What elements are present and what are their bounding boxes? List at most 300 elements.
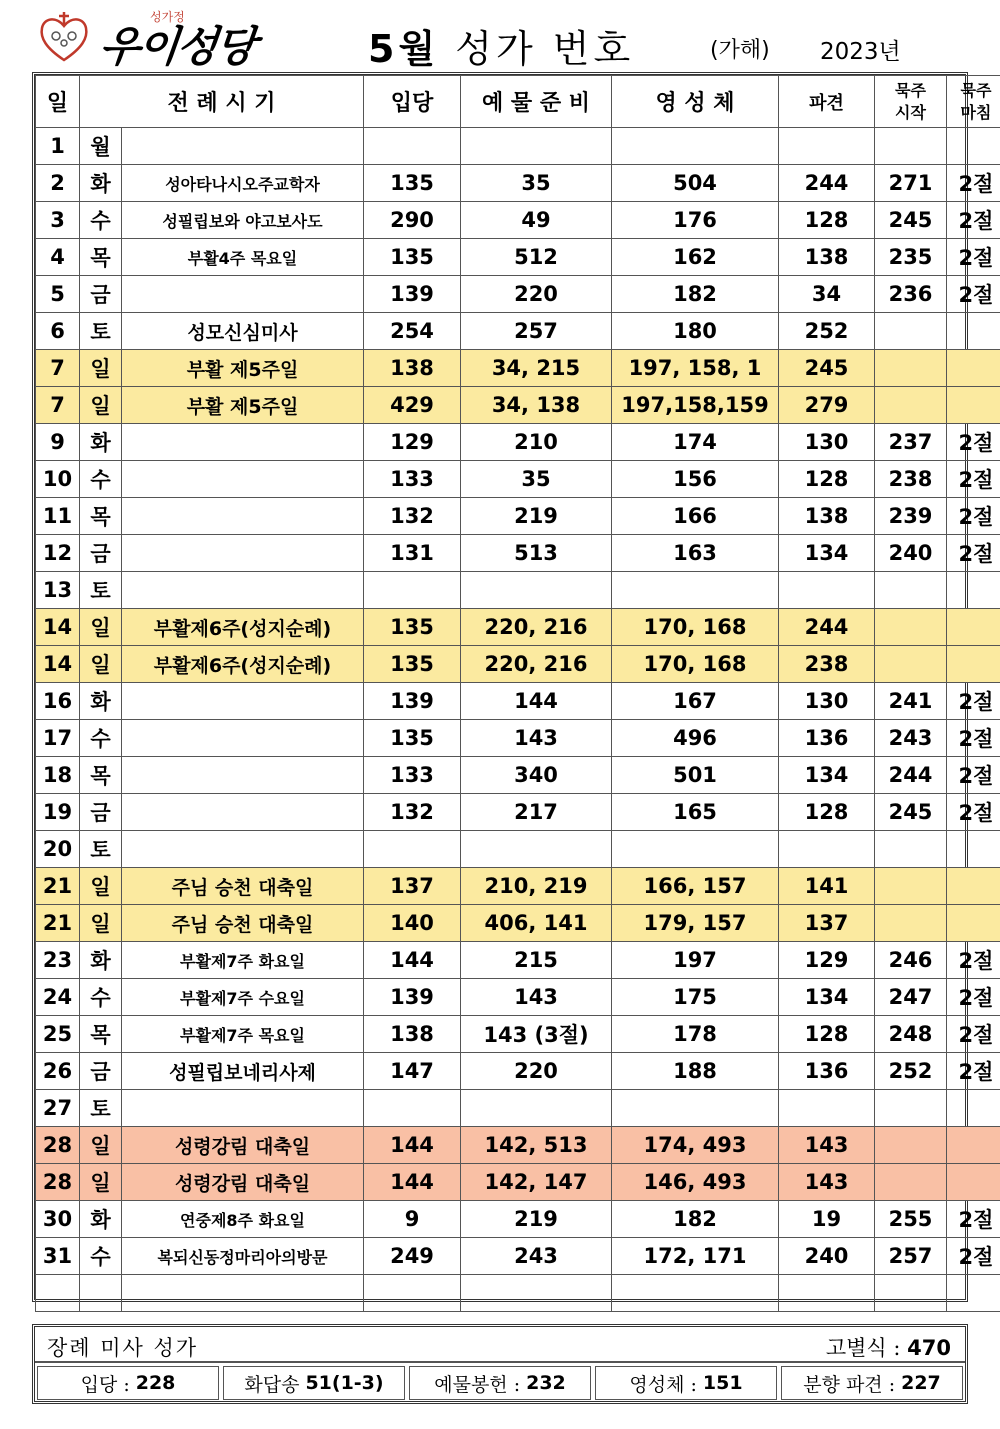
offertory-hymn-cell (461, 572, 612, 609)
communion-hymn-cell: 170, 168 (612, 646, 779, 683)
offertory-hymn-cell: 210 (461, 424, 612, 461)
weekday-cell: 일 (80, 1164, 122, 1201)
rosary-end-cell (947, 1164, 1000, 1201)
table-row (36, 942, 1000, 979)
dismissal-hymn-cell: 240 (779, 1238, 875, 1275)
table-row (36, 1164, 1000, 1201)
weekday-cell: 수 (80, 1238, 122, 1275)
table-row (36, 979, 1000, 1016)
season-cell (122, 683, 364, 720)
weekday-cell: 일 (80, 905, 122, 942)
rosary-start-cell (875, 831, 947, 868)
season-cell: 부활제7주 목요일 (122, 1016, 364, 1053)
day-cell: 9 (36, 424, 80, 461)
table-row (36, 1053, 1000, 1090)
dismissal-hymn-cell: 279 (779, 387, 875, 424)
dismissal-hymn-cell: 238 (779, 646, 875, 683)
offertory-hymn-cell: 142, 513 (461, 1127, 612, 1164)
dismissal-hymn-cell: 252 (779, 313, 875, 350)
day-cell: 14 (36, 646, 80, 683)
rosary-start-cell (875, 646, 947, 683)
dismissal-hymn-cell: 34 (779, 276, 875, 313)
weekday-cell: 수 (80, 202, 122, 239)
season-cell (122, 276, 364, 313)
entrance-hymn-cell: 139 (364, 979, 461, 1016)
funeral-item (223, 1366, 405, 1400)
rosary-end-cell (947, 387, 1000, 424)
weekday-cell: 금 (80, 276, 122, 313)
communion-hymn-cell: 188 (612, 1053, 779, 1090)
entrance-hymn-cell: 135 (364, 646, 461, 683)
communion-hymn-cell: 178 (612, 1016, 779, 1053)
funeral-item-value: 51(1-3) (305, 1372, 384, 1394)
communion-hymn-cell: 197 (612, 942, 779, 979)
weekday-cell (80, 1275, 122, 1312)
rosary-end-cell: 2절 (947, 461, 1000, 498)
weekday-cell: 월 (80, 128, 122, 165)
day-cell: 31 (36, 1238, 80, 1275)
table-row (36, 387, 1000, 424)
rosary-end-cell (947, 1090, 1000, 1127)
table-row (36, 683, 1000, 720)
weekday-cell: 금 (80, 794, 122, 831)
dismissal-hymn-cell: 137 (779, 905, 875, 942)
funeral-item (409, 1366, 591, 1400)
day-cell: 20 (36, 831, 80, 868)
season-cell (122, 1090, 364, 1127)
offertory-hymn-cell: 34, 138 (461, 387, 612, 424)
weekday-cell: 화 (80, 424, 122, 461)
weekday-cell: 금 (80, 1053, 122, 1090)
funeral-item-label: 예물봉헌 : (434, 1373, 521, 1396)
season-cell: 성필립보네리사제 (122, 1053, 364, 1090)
entrance-hymn-cell (364, 831, 461, 868)
weekday-cell: 목 (80, 239, 122, 276)
communion-hymn-cell (612, 128, 779, 165)
rosary-end-cell: 2절 (947, 683, 1000, 720)
entrance-hymn-cell: 135 (364, 165, 461, 202)
rosary-start-cell (875, 1127, 947, 1164)
funeral-item-value: 228 (135, 1372, 176, 1394)
table-row (36, 1016, 1000, 1053)
communion-hymn-cell: 174 (612, 424, 779, 461)
communion-hymn-cell (612, 572, 779, 609)
entrance-hymn-cell (364, 128, 461, 165)
weekday-cell: 금 (80, 535, 122, 572)
offertory-hymn-cell (461, 1090, 612, 1127)
entrance-hymn-cell: 138 (364, 350, 461, 387)
dismissal-hymn-cell: 141 (779, 868, 875, 905)
rosary-start-cell (875, 387, 947, 424)
dismissal-hymn-cell: 134 (779, 979, 875, 1016)
day-cell: 6 (36, 313, 80, 350)
day-cell: 4 (36, 239, 80, 276)
day-cell: 10 (36, 461, 80, 498)
day-cell: 30 (36, 1201, 80, 1238)
entrance-hymn-cell (364, 1275, 461, 1312)
rosary-start-cell: 246 (875, 942, 947, 979)
season-cell (122, 128, 364, 165)
offertory-hymn-cell: 513 (461, 535, 612, 572)
communion-hymn-cell: 166 (612, 498, 779, 535)
parish-emblem-icon (38, 10, 90, 64)
day-cell: 21 (36, 905, 80, 942)
communion-hymn-cell: 501 (612, 757, 779, 794)
season-cell: 부활4주 목요일 (122, 239, 364, 276)
entrance-hymn-cell: 9 (364, 1201, 461, 1238)
table-row (36, 757, 1000, 794)
table-row (36, 609, 1000, 646)
farewell-value: 470 (907, 1336, 951, 1360)
communion-hymn-cell (612, 1275, 779, 1312)
entrance-hymn-cell: 139 (364, 683, 461, 720)
weekday-cell: 일 (80, 1127, 122, 1164)
offertory-hymn-cell: 220, 216 (461, 609, 612, 646)
rosary-start-cell (875, 1090, 947, 1127)
weekday-cell: 일 (80, 868, 122, 905)
rosary-start-cell: 235 (875, 239, 947, 276)
communion-hymn-cell: 180 (612, 313, 779, 350)
season-cell (122, 757, 364, 794)
table-header-row (36, 76, 1000, 128)
communion-hymn-cell: 179, 157 (612, 905, 779, 942)
communion-hymn-cell: 197, 158, 1 (612, 350, 779, 387)
hymn-schedule-table (35, 75, 1000, 1312)
day-cell: 24 (36, 979, 80, 1016)
rosary-end-cell: 2절 (947, 720, 1000, 757)
rosary-start-cell: 243 (875, 720, 947, 757)
rosary-start-cell: 247 (875, 979, 947, 1016)
entrance-hymn-cell: 139 (364, 276, 461, 313)
season-cell: 복되신동정마리아의방문 (122, 1238, 364, 1275)
season-cell: 부활 제5주일 (122, 350, 364, 387)
farewell-label: 고별식 : (825, 1336, 901, 1360)
rosary-end-cell: 2절 (947, 794, 1000, 831)
rosary-start-cell: 255 (875, 1201, 947, 1238)
offertory-hymn-cell: 219 (461, 498, 612, 535)
communion-hymn-cell: 167 (612, 683, 779, 720)
rosary-end-cell: 2절 (947, 1016, 1000, 1053)
season-cell: 성령강림 대축일 (122, 1164, 364, 1201)
communion-hymn-cell: 165 (612, 794, 779, 831)
funeral-item-value: 227 (901, 1372, 941, 1394)
rosary-end-cell: 2절 (947, 498, 1000, 535)
rosary-start-cell: 238 (875, 461, 947, 498)
dismissal-hymn-cell: 138 (779, 239, 875, 276)
dismissal-hymn-cell: 136 (779, 720, 875, 757)
col-header-day: 일 (36, 76, 80, 128)
day-cell: 19 (36, 794, 80, 831)
dismissal-hymn-cell: 143 (779, 1164, 875, 1201)
rosary-end-cell: 2절 (947, 942, 1000, 979)
weekday-cell: 토 (80, 1090, 122, 1127)
weekday-cell: 목 (80, 757, 122, 794)
season-cell: 부활제6주(성지순례) (122, 609, 364, 646)
year-label: 2023년 (820, 39, 901, 65)
communion-hymn-cell: 146, 493 (612, 1164, 779, 1201)
season-cell: 연중제8주 화요일 (122, 1201, 364, 1238)
table-row (36, 1201, 1000, 1238)
day-cell: 23 (36, 942, 80, 979)
dismissal-hymn-cell: 245 (779, 350, 875, 387)
communion-hymn-cell: 162 (612, 239, 779, 276)
entrance-hymn-cell: 135 (364, 720, 461, 757)
season-cell (122, 572, 364, 609)
season-cell: 성필립보와 야고보사도 (122, 202, 364, 239)
offertory-hymn-cell: 49 (461, 202, 612, 239)
col-header-season: 전 례 시 기 (80, 76, 364, 128)
rosary-end-cell (947, 646, 1000, 683)
table-row (36, 424, 1000, 461)
dismissal-hymn-cell: 128 (779, 202, 875, 239)
table-row (36, 128, 1000, 165)
offertory-hymn-cell: 406, 141 (461, 905, 612, 942)
offertory-hymn-cell: 35 (461, 461, 612, 498)
page-title (368, 18, 634, 73)
season-cell: 부활 제5주일 (122, 387, 364, 424)
rosary-end-cell: 2절 (947, 276, 1000, 313)
funeral-item-value: 232 (526, 1372, 566, 1394)
day-cell: 28 (36, 1127, 80, 1164)
communion-hymn-cell (612, 831, 779, 868)
day-cell: 13 (36, 572, 80, 609)
rosary-start-cell: 239 (875, 498, 947, 535)
offertory-hymn-cell (461, 831, 612, 868)
communion-hymn-cell: 166, 157 (612, 868, 779, 905)
funeral-item-label: 분향 파견 : (803, 1373, 896, 1396)
day-cell (36, 1275, 80, 1312)
rosary-end-cell (947, 313, 1000, 350)
funeral-title: 장례 미사 성가 (47, 1336, 199, 1360)
dismissal-hymn-cell: 244 (779, 609, 875, 646)
col-header-communion: 영 성 체 (612, 76, 779, 128)
table-row (36, 165, 1000, 202)
communion-hymn-cell: 182 (612, 1201, 779, 1238)
entrance-hymn-cell: 249 (364, 1238, 461, 1275)
offertory-hymn-cell: 512 (461, 239, 612, 276)
entrance-hymn-cell: 138 (364, 1016, 461, 1053)
table-row (36, 313, 1000, 350)
season-cell (122, 794, 364, 831)
offertory-hymn-cell: 143 (461, 979, 612, 1016)
table-row (36, 461, 1000, 498)
communion-hymn-cell: 175 (612, 979, 779, 1016)
table-body (36, 128, 1000, 1312)
communion-hymn-cell: 170, 168 (612, 609, 779, 646)
communion-hymn-cell: 163 (612, 535, 779, 572)
offertory-hymn-cell: 144 (461, 683, 612, 720)
funeral-header (35, 1327, 965, 1363)
rosary-end-cell: 2절 (947, 424, 1000, 461)
table-row (36, 868, 1000, 905)
season-cell (122, 535, 364, 572)
communion-hymn-cell: 182 (612, 276, 779, 313)
season-cell: 성아타나시오주교학자 (122, 165, 364, 202)
offertory-hymn-cell: 257 (461, 313, 612, 350)
dismissal-hymn-cell: 143 (779, 1127, 875, 1164)
rosary-start-cell: 252 (875, 1053, 947, 1090)
col-header-entrance: 입당 (364, 76, 461, 128)
col-header-rosary-end (947, 76, 1000, 128)
weekday-cell: 일 (80, 387, 122, 424)
entrance-hymn-cell: 129 (364, 424, 461, 461)
day-cell: 17 (36, 720, 80, 757)
rosary-start-cell (875, 868, 947, 905)
day-cell: 5 (36, 276, 80, 313)
season-cell (122, 1275, 364, 1312)
rosary-end-cell: 2절 (947, 202, 1000, 239)
weekday-cell: 일 (80, 350, 122, 387)
entrance-hymn-cell: 254 (364, 313, 461, 350)
day-cell: 11 (36, 498, 80, 535)
rosary-end-cell: 2절 (947, 757, 1000, 794)
rosary-start-cell: 257 (875, 1238, 947, 1275)
dismissal-hymn-cell: 130 (779, 683, 875, 720)
season-cell (122, 720, 364, 757)
rosary-end-cell (947, 1127, 1000, 1164)
season-cell (122, 424, 364, 461)
rosary-end-cell: 2절 (947, 165, 1000, 202)
weekday-cell: 수 (80, 979, 122, 1016)
rosary-end-line2: 마침 (960, 102, 992, 122)
entrance-hymn-cell: 131 (364, 535, 461, 572)
rosary-end-line1: 묵주 (960, 80, 992, 100)
funeral-hymn-list (35, 1365, 965, 1401)
dismissal-hymn-cell: 134 (779, 757, 875, 794)
offertory-hymn-cell: 35 (461, 165, 612, 202)
funeral-item-value: 151 (702, 1372, 743, 1394)
rosary-start-cell (875, 350, 947, 387)
offertory-hymn-cell: 210, 219 (461, 868, 612, 905)
entrance-hymn-cell: 429 (364, 387, 461, 424)
dismissal-hymn-cell (779, 831, 875, 868)
rosary-end-cell: 2절 (947, 1238, 1000, 1275)
dismissal-hymn-cell: 138 (779, 498, 875, 535)
rosary-start-cell (875, 609, 947, 646)
day-cell: 2 (36, 165, 80, 202)
weekday-cell: 수 (80, 720, 122, 757)
entrance-hymn-cell: 135 (364, 609, 461, 646)
offertory-hymn-cell (461, 1275, 612, 1312)
offertory-hymn-cell: 215 (461, 942, 612, 979)
dismissal-hymn-cell: 136 (779, 1053, 875, 1090)
rosary-end-cell (947, 350, 1000, 387)
funeral-item-label: 영성체 : (629, 1373, 697, 1396)
rosary-end-cell: 2절 (947, 1201, 1000, 1238)
rosary-start-cell: 240 (875, 535, 947, 572)
entrance-hymn-cell: 290 (364, 202, 461, 239)
offertory-hymn-cell: 34, 215 (461, 350, 612, 387)
rosary-end-cell (947, 905, 1000, 942)
day-cell: 18 (36, 757, 80, 794)
table-row (36, 202, 1000, 239)
title-month: 5월 (368, 27, 440, 71)
offertory-hymn-cell: 143 (3절) (461, 1016, 612, 1053)
rosary-start-cell (875, 1275, 947, 1312)
communion-hymn-cell: 504 (612, 165, 779, 202)
table-row (36, 1275, 1000, 1312)
offertory-hymn-cell: 340 (461, 757, 612, 794)
logo-subtitle: 성가정 (150, 10, 185, 24)
rosary-start-cell: 236 (875, 276, 947, 313)
day-cell: 12 (36, 535, 80, 572)
dismissal-hymn-cell: 128 (779, 794, 875, 831)
dismissal-hymn-cell: 130 (779, 424, 875, 461)
weekday-cell: 화 (80, 1201, 122, 1238)
season-cell: 주님 승천 대축일 (122, 905, 364, 942)
funeral-mass-box (32, 1324, 968, 1404)
dismissal-hymn-cell: 129 (779, 942, 875, 979)
offertory-hymn-cell: 142, 147 (461, 1164, 612, 1201)
weekday-cell: 목 (80, 1016, 122, 1053)
rosary-end-cell: 2절 (947, 239, 1000, 276)
rosary-end-cell (947, 831, 1000, 868)
season-cell: 성령강림 대축일 (122, 1127, 364, 1164)
table-row (36, 1127, 1000, 1164)
weekday-cell: 토 (80, 831, 122, 868)
weekday-cell: 토 (80, 313, 122, 350)
rosary-start-cell: 245 (875, 202, 947, 239)
funeral-item (595, 1366, 777, 1400)
rosary-start-cell: 241 (875, 683, 947, 720)
entrance-hymn-cell (364, 572, 461, 609)
season-cell: 부활제7주 화요일 (122, 942, 364, 979)
funeral-item (781, 1366, 963, 1400)
farewell-hymn (826, 1332, 951, 1362)
entrance-hymn-cell: 133 (364, 757, 461, 794)
season-cell (122, 461, 364, 498)
communion-hymn-cell (612, 1090, 779, 1127)
rosary-end-cell (947, 1275, 1000, 1312)
rosary-start-cell (875, 905, 947, 942)
communion-hymn-cell: 156 (612, 461, 779, 498)
rosary-end-cell (947, 128, 1000, 165)
weekday-cell: 목 (80, 498, 122, 535)
season-cell: 부활제6주(성지순례) (122, 646, 364, 683)
offertory-hymn-cell: 143 (461, 720, 612, 757)
col-header-offertory: 예 물 준 비 (461, 76, 612, 128)
table-row (36, 794, 1000, 831)
funeral-item-label: 입당 : (80, 1373, 130, 1396)
entrance-hymn-cell: 133 (364, 461, 461, 498)
table-row (36, 572, 1000, 609)
hymn-schedule-table-frame (32, 72, 994, 1302)
dismissal-hymn-cell: 19 (779, 1201, 875, 1238)
offertory-hymn-cell: 220, 216 (461, 646, 612, 683)
dismissal-hymn-cell: 244 (779, 165, 875, 202)
day-cell: 28 (36, 1164, 80, 1201)
rosary-end-cell (947, 572, 1000, 609)
weekday-cell: 수 (80, 461, 122, 498)
communion-hymn-cell: 197,158,159 (612, 387, 779, 424)
rosary-end-cell (947, 868, 1000, 905)
table-row (36, 535, 1000, 572)
dismissal-hymn-cell (779, 572, 875, 609)
col-header-dismissal: 파견 (779, 76, 875, 128)
communion-hymn-cell: 176 (612, 202, 779, 239)
season-cell: 부활제7주 수요일 (122, 979, 364, 1016)
day-cell: 21 (36, 868, 80, 905)
day-cell: 16 (36, 683, 80, 720)
day-cell: 14 (36, 609, 80, 646)
rosary-start-cell: 271 (875, 165, 947, 202)
offertory-hymn-cell: 220 (461, 1053, 612, 1090)
communion-hymn-cell: 496 (612, 720, 779, 757)
entrance-hymn-cell: 144 (364, 1164, 461, 1201)
entrance-hymn-cell: 144 (364, 1127, 461, 1164)
title-text: 성가 번호 (455, 27, 635, 71)
offertory-hymn-cell: 220 (461, 276, 612, 313)
